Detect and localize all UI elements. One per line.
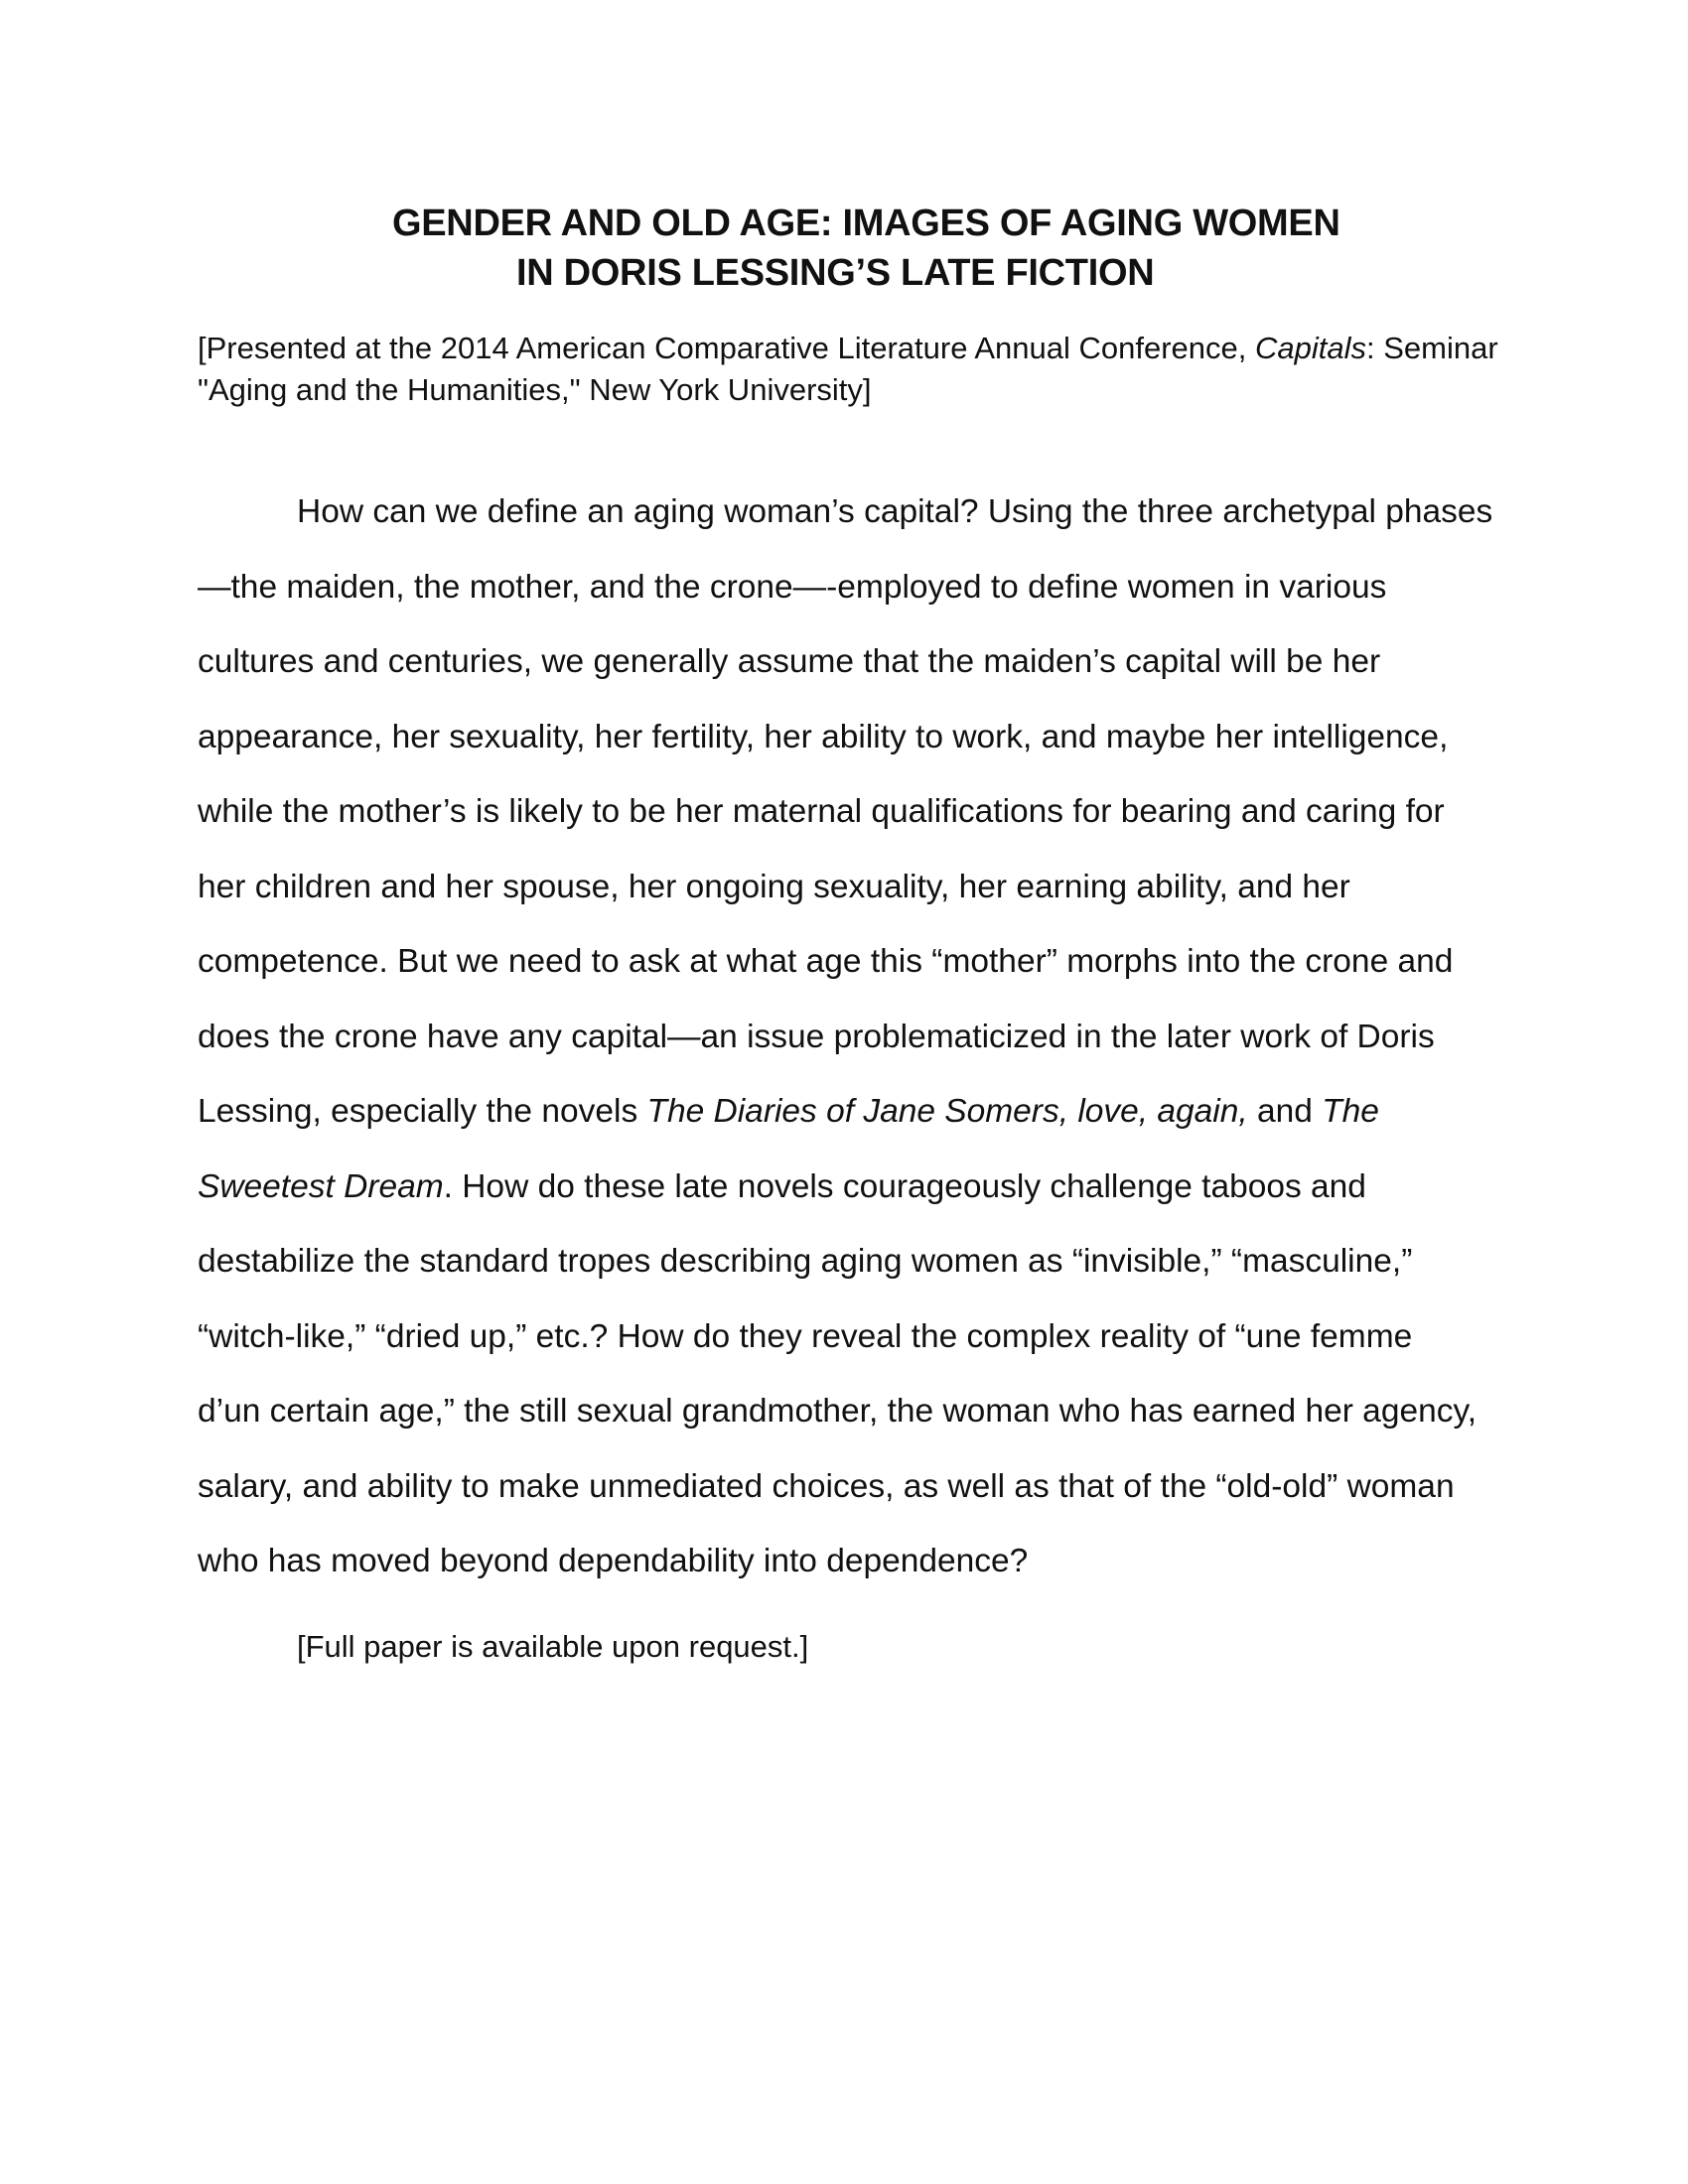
paper-title-line-1: GENDER AND OLD AGE: IMAGES OF AGING WOMEN	[392, 203, 1340, 244]
paragraph-line: d’un certain age,” the still sexual grandmother, the woman who has earned her agency,	[198, 1393, 1477, 1430]
novel-title-italic: The	[1322, 1093, 1379, 1130]
novel-titles-italic: The Diaries of Jane Somers, love, again,	[646, 1093, 1248, 1130]
paragraph-line: destabilize the standard tropes describing aging women as “invisible,” “masculine,”	[198, 1243, 1413, 1280]
paragraph-line: while the mother’s is likely to be her maternal qualifications for bearing and caring for	[198, 793, 1445, 830]
paper-title-line-2: IN DORIS LESSING’S LATE FICTION	[516, 252, 1155, 294]
presentation-note	[198, 328, 1518, 411]
abstract-paragraph	[198, 475, 1528, 1599]
paragraph-text: and	[1247, 1093, 1323, 1130]
note-text: [Presented at the 2014 American Comparative Literature Annual Conference,	[198, 331, 1255, 365]
paragraph-line: who has moved beyond dependability into dependence?	[198, 1543, 1029, 1579]
note-italic-capitals: Capitals	[1254, 331, 1366, 365]
paragraph-line: competence. But we need to ask at what age this “mother” morphs into the crone and	[198, 943, 1454, 980]
paragraph-line: salary, and ability to make unmediated choices, as well as that of the “old-old” woman	[198, 1467, 1455, 1505]
paragraph-line: does the crone have any capital—an issue problematicized in the later work of Doris	[198, 1018, 1435, 1055]
paragraph-line: appearance, her sexuality, her fertility, her ability to work, and maybe her intelligence,	[198, 718, 1449, 755]
presentation-note-line-1	[198, 328, 1518, 369]
paragraph-text: . How do these late novels courageously challenge taboos and	[443, 1167, 1366, 1205]
paragraph-line: her children and her spouse, her ongoing sexuality, her earning ability, and her	[198, 868, 1350, 905]
novel-title-italic: Sweetest Dream	[198, 1167, 444, 1205]
presentation-note-line-2: "Aging and the Humanities," New York University]	[198, 372, 872, 407]
paragraph-line: cultures and centuries, we generally assume that the maiden’s capital will be her	[198, 643, 1381, 680]
paragraph-line	[198, 1074, 1528, 1150]
note-text: : Seminar	[1365, 331, 1498, 365]
paragraph-line: How can we define an aging woman’s capital? Using the three archetypal phases	[297, 493, 1493, 530]
paragraph-text: Lessing, especially the novels	[198, 1093, 647, 1130]
paragraph-line: —the maiden, the mother, and the crone—-employed to define women in various	[198, 568, 1387, 606]
paragraph-line: “witch-like,” “dried up,” etc.? How do they reveal the complex reality of “une femme	[198, 1317, 1413, 1355]
paragraph-line	[198, 1150, 1528, 1225]
availability-note: [Full paper is available upon request.]	[297, 1629, 809, 1664]
